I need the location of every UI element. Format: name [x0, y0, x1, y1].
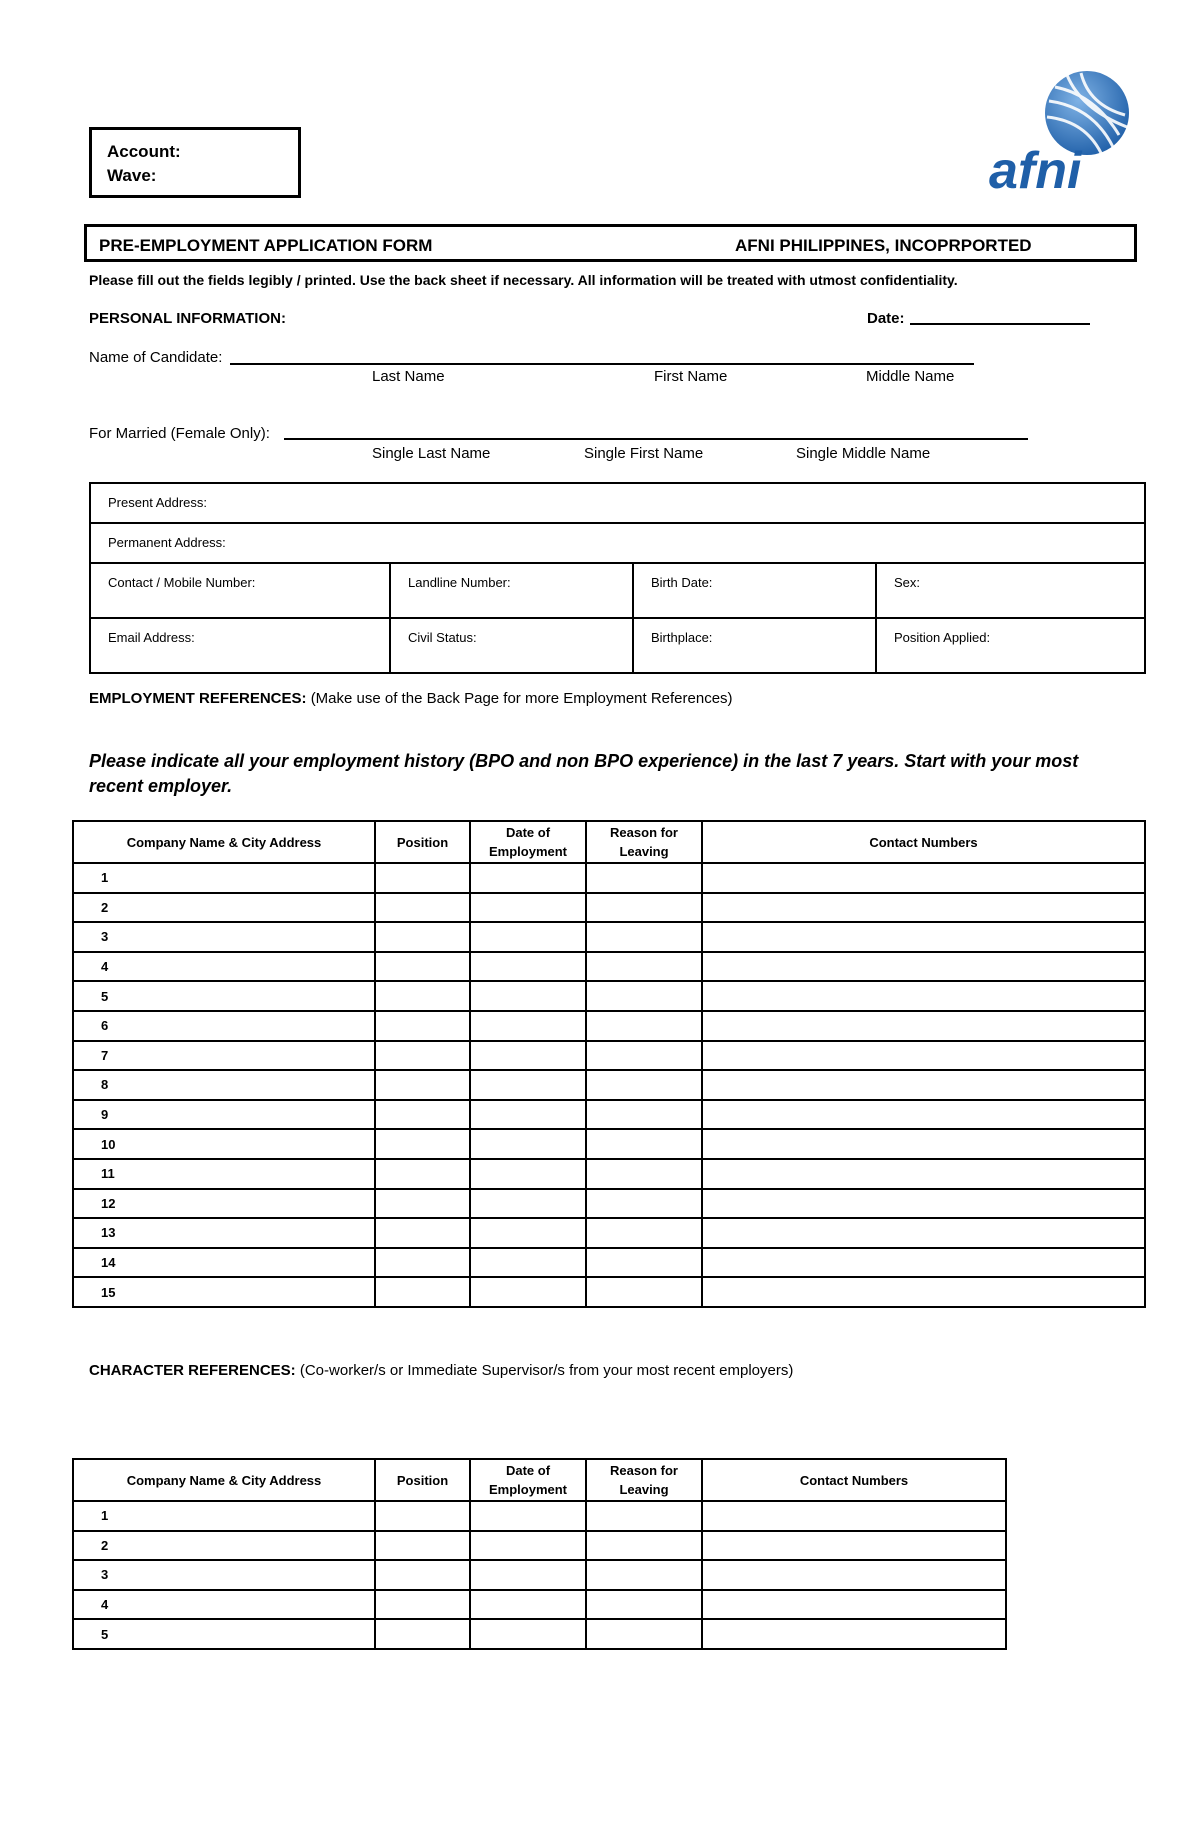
employment-row	[73, 952, 1145, 982]
employment-row	[73, 1248, 1145, 1278]
character-header-cell: Contact Numbers	[702, 1459, 1006, 1501]
employment-cell[interactable]	[702, 1159, 1145, 1189]
employment-cell[interactable]	[586, 1277, 702, 1307]
character-cell[interactable]	[470, 1531, 586, 1561]
character-cell[interactable]	[375, 1531, 470, 1561]
character-row-number[interactable]: 3	[73, 1560, 375, 1590]
position-applied-field[interactable]: Position Applied:	[876, 618, 1145, 673]
employment-cell[interactable]	[375, 1041, 470, 1071]
employment-cell[interactable]	[586, 981, 702, 1011]
employment-row	[73, 1011, 1145, 1041]
character-cell[interactable]	[375, 1560, 470, 1590]
employment-cell[interactable]	[586, 893, 702, 923]
employment-cell[interactable]	[470, 1041, 586, 1071]
employment-header-cell: Date of Employment	[470, 821, 586, 863]
character-cell[interactable]	[375, 1590, 470, 1620]
character-header-cell: Company Name & City Address	[73, 1459, 375, 1501]
employment-cell[interactable]	[375, 1011, 470, 1041]
employment-cell[interactable]	[586, 1129, 702, 1159]
employment-row-number[interactable]: 7	[73, 1041, 375, 1071]
character-header-cell: Date of Employment	[470, 1459, 586, 1501]
employment-cell[interactable]	[470, 863, 586, 893]
first-name-caption: First Name	[654, 368, 728, 385]
employment-cell[interactable]	[470, 1100, 586, 1130]
employment-cell[interactable]	[702, 1100, 1145, 1130]
employment-cell[interactable]	[586, 1218, 702, 1248]
employment-row-number[interactable]: 3	[73, 922, 375, 952]
employment-cell[interactable]	[702, 952, 1145, 982]
character-row	[73, 1501, 1006, 1531]
employment-cell[interactable]	[586, 1189, 702, 1219]
permanent-address-field[interactable]: Permanent Address:	[90, 523, 1145, 563]
character-cell[interactable]	[470, 1501, 586, 1531]
present-address-field[interactable]: Present Address:	[90, 483, 1145, 523]
employment-row	[73, 1189, 1145, 1219]
employment-row-number[interactable]: 1	[73, 863, 375, 893]
employment-row	[73, 1070, 1145, 1100]
company-name: AFNI PHILIPPINES, INCOPRPORTED	[735, 236, 1032, 255]
employment-table-header	[73, 821, 1145, 863]
employment-cell[interactable]	[375, 1070, 470, 1100]
character-row	[73, 1560, 1006, 1590]
character-cell[interactable]	[586, 1531, 702, 1561]
character-cell[interactable]	[375, 1619, 470, 1649]
employment-row	[73, 1277, 1145, 1307]
character-table-header	[73, 1459, 1006, 1501]
last-name-caption: Last Name	[372, 368, 445, 385]
character-row-number[interactable]: 5	[73, 1619, 375, 1649]
employment-table	[72, 820, 1146, 1308]
employment-row-number[interactable]: 8	[73, 1070, 375, 1100]
date-field[interactable]	[910, 323, 1090, 325]
character-cell[interactable]	[470, 1590, 586, 1620]
employment-cell[interactable]	[470, 1189, 586, 1219]
character-row	[73, 1590, 1006, 1620]
single-first-caption: Single First Name	[584, 445, 704, 462]
employment-note: (Make use of the Back Page for more Employment References)	[310, 690, 733, 707]
employment-header-cell: Company Name & City Address	[73, 821, 375, 863]
character-row-number[interactable]: 2	[73, 1531, 375, 1561]
date-label: Date:	[867, 310, 905, 327]
employment-cell[interactable]	[375, 1129, 470, 1159]
character-cell[interactable]	[586, 1501, 702, 1531]
personal-info-title: PERSONAL INFORMATION:	[89, 310, 286, 327]
employment-cell[interactable]	[702, 1011, 1145, 1041]
email-field[interactable]: Email Address:	[90, 618, 390, 673]
employment-row	[73, 863, 1145, 893]
employment-cell[interactable]	[375, 1189, 470, 1219]
employment-row	[73, 1041, 1145, 1071]
employment-cell[interactable]	[470, 981, 586, 1011]
form-title: PRE-EMPLOYMENT APPLICATION FORM	[99, 236, 433, 255]
employment-cell[interactable]	[375, 922, 470, 952]
character-row	[73, 1619, 1006, 1649]
employment-cell[interactable]	[586, 1100, 702, 1130]
employment-cell[interactable]	[702, 1218, 1145, 1248]
employment-cell[interactable]	[375, 863, 470, 893]
employment-cell[interactable]	[470, 1277, 586, 1307]
employment-cell[interactable]	[702, 893, 1145, 923]
employment-table-body	[73, 863, 1145, 1307]
employment-cell[interactable]	[375, 1159, 470, 1189]
character-title: CHARACTER REFERENCES:	[89, 1362, 296, 1379]
employment-cell[interactable]	[470, 952, 586, 982]
employment-header-cell: Contact Numbers	[702, 821, 1145, 863]
employment-row-number[interactable]: 10	[73, 1129, 375, 1159]
employment-instruction: Please indicate all your employment history (BPO and non BPO experience) in the last 7 years. Start with your most recent employer.	[89, 751, 1079, 796]
employment-row-number[interactable]: 5	[73, 981, 375, 1011]
employment-cell[interactable]	[586, 1041, 702, 1071]
character-cell[interactable]	[702, 1560, 1006, 1590]
personal-info-table	[89, 482, 1146, 674]
character-cell[interactable]	[470, 1619, 586, 1649]
employment-cell[interactable]	[702, 1129, 1145, 1159]
employment-cell[interactable]	[702, 1189, 1145, 1219]
character-cell[interactable]	[586, 1590, 702, 1620]
employment-cell[interactable]	[702, 1277, 1145, 1307]
employment-row	[73, 1100, 1145, 1130]
character-row-number[interactable]: 4	[73, 1590, 375, 1620]
employment-row	[73, 1159, 1145, 1189]
employment-heading	[89, 690, 733, 707]
wave-label: Wave:	[107, 166, 157, 185]
employment-row-number[interactable]: 2	[73, 893, 375, 923]
middle-name-caption: Middle Name	[866, 368, 955, 385]
employment-row-number[interactable]: 13	[73, 1218, 375, 1248]
birthplace-field[interactable]: Birthplace:	[633, 618, 876, 673]
character-heading	[89, 1362, 793, 1379]
employment-row-number[interactable]: 4	[73, 952, 375, 982]
employment-row-number[interactable]: 6	[73, 1011, 375, 1041]
account-label: Account:	[107, 142, 181, 161]
employment-cell[interactable]	[375, 1100, 470, 1130]
candidate-name-field[interactable]	[230, 363, 974, 365]
employment-title: EMPLOYMENT REFERENCES:	[89, 690, 307, 707]
civil-status-field[interactable]: Civil Status:	[390, 618, 633, 673]
employment-cell[interactable]	[702, 863, 1145, 893]
employment-cell[interactable]	[470, 1129, 586, 1159]
afni-logo	[985, 65, 1145, 195]
employment-cell[interactable]	[586, 922, 702, 952]
employment-row-number[interactable]: 14	[73, 1248, 375, 1278]
character-cell[interactable]	[470, 1560, 586, 1590]
married-label: For Married (Female Only):	[89, 425, 270, 442]
birth-date-field[interactable]: Birth Date:	[633, 563, 876, 618]
employment-cell[interactable]	[586, 863, 702, 893]
employment-cell[interactable]	[375, 1218, 470, 1248]
employment-cell[interactable]	[702, 981, 1145, 1011]
character-row-number[interactable]: 1	[73, 1501, 375, 1531]
employment-cell[interactable]	[375, 981, 470, 1011]
employment-row	[73, 1218, 1145, 1248]
employment-row-number[interactable]: 15	[73, 1277, 375, 1307]
employment-row-number[interactable]: 12	[73, 1189, 375, 1219]
employment-cell[interactable]	[586, 1070, 702, 1100]
form-title-box	[84, 224, 1137, 262]
account-wave-box	[89, 127, 301, 198]
employment-cell[interactable]	[470, 1248, 586, 1278]
employment-cell[interactable]	[586, 1159, 702, 1189]
employment-cell[interactable]	[470, 893, 586, 923]
employment-row	[73, 922, 1145, 952]
character-header-cell: Reason for Leaving	[586, 1459, 702, 1501]
employment-row	[73, 981, 1145, 1011]
employment-cell[interactable]	[470, 1218, 586, 1248]
character-row	[73, 1531, 1006, 1561]
employment-cell[interactable]	[470, 1159, 586, 1189]
single-last-caption: Single Last Name	[372, 445, 491, 462]
employment-cell[interactable]	[586, 952, 702, 982]
employment-row-number[interactable]: 11	[73, 1159, 375, 1189]
employment-row	[73, 1129, 1145, 1159]
character-note: (Co-worker/s or Immediate Supervisor/s from your most recent employers)	[299, 1362, 794, 1379]
character-table-body	[73, 1501, 1006, 1649]
employment-cell[interactable]	[375, 952, 470, 982]
employment-header-cell: Position	[375, 821, 470, 863]
character-table	[72, 1458, 1007, 1650]
character-header-cell: Position	[375, 1459, 470, 1501]
employment-header-cell: Reason for Leaving	[586, 821, 702, 863]
single-middle-caption: Single Middle Name	[796, 445, 931, 462]
employment-cell[interactable]	[470, 1070, 586, 1100]
employment-cell[interactable]	[702, 1041, 1145, 1071]
employment-cell[interactable]	[375, 893, 470, 923]
employment-cell[interactable]	[470, 1011, 586, 1041]
character-cell[interactable]	[702, 1619, 1006, 1649]
character-cell[interactable]	[702, 1590, 1006, 1620]
employment-cell[interactable]	[702, 1248, 1145, 1278]
character-cell[interactable]	[375, 1501, 470, 1531]
employment-cell[interactable]	[586, 1011, 702, 1041]
landline-field[interactable]: Landline Number:	[390, 563, 633, 618]
logo-wordmark: afni	[989, 142, 1082, 195]
employment-cell[interactable]	[375, 1277, 470, 1307]
sex-field[interactable]: Sex:	[876, 563, 1145, 618]
character-cell[interactable]	[702, 1501, 1006, 1531]
employment-cell[interactable]	[702, 922, 1145, 952]
contact-mobile-field[interactable]: Contact / Mobile Number:	[90, 563, 390, 618]
instructions-text: Please fill out the fields legibly / printed. Use the back sheet if necessary. All information will be treated with utmost confidentiality.	[89, 272, 958, 288]
employment-cell[interactable]	[702, 1070, 1145, 1100]
employment-cell[interactable]	[470, 922, 586, 952]
character-cell[interactable]	[586, 1619, 702, 1649]
character-cell[interactable]	[702, 1531, 1006, 1561]
candidate-name-label: Name of Candidate:	[89, 349, 223, 366]
employment-row-number[interactable]: 9	[73, 1100, 375, 1130]
employment-cell[interactable]	[375, 1248, 470, 1278]
employment-cell[interactable]	[586, 1248, 702, 1278]
employment-row	[73, 893, 1145, 923]
married-name-field[interactable]	[284, 438, 1028, 440]
character-cell[interactable]	[586, 1560, 702, 1590]
